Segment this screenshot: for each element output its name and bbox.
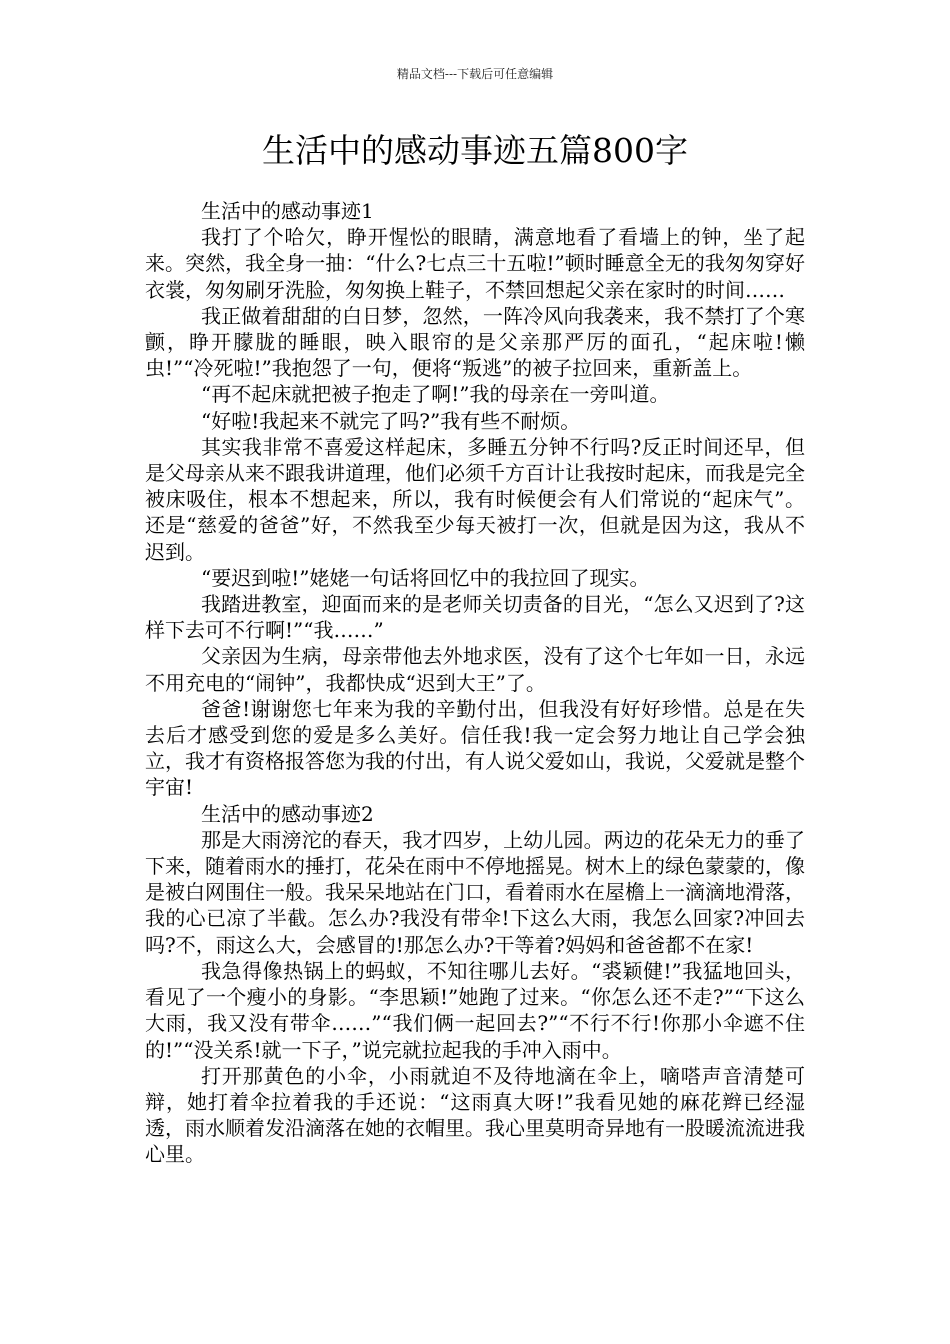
paragraph: “再不起床就把被子抱走了啊!”我的母亲在一旁叫道。 [201, 382, 670, 407]
paragraph: 我踏进教室，迎面而来的是老师关切责备的目光，“怎么又迟到了?这样下去可不行啊!”“我……” [145, 592, 805, 643]
section-heading-1: 生活中的感动事迹1 [201, 199, 374, 223]
document-body [145, 198, 805, 1168]
document-title: 生活中的感动事迹五篇800字 [262, 131, 688, 170]
page-header: 精品文档---下载后可任意编辑 [396, 67, 554, 81]
paragraph: 我正做着甜甜的白日梦，忽然，一阵冷风向我袭来，我不禁打了个寒颤，睁开朦胧的睡眼，映入眼帘的是父亲那严厉的面孔，“起床啦!懒虫!”“冷死啦!”我抱怨了一句，便将“叛逃”的被子拉回来，重新盖上。 [145, 303, 805, 381]
paragraph: “好啦!我起来不就完了吗?”我有些不耐烦。 [201, 408, 581, 433]
paragraph: 那是大雨滂沱的春天，我才四岁，上幼儿园。两边的花朵无力的垂了下来，随着雨水的捶打，花朵在雨中不停地摇晃。树木上的绿色蒙蒙的，像是被白网围住一般。我呆呆地站在门口，看着雨水在屋檐上一滴滴地滑落，我的心已凉了半截。怎么办?我没有带伞!下这么大雨，我怎么回家?冲回去吗?不，雨这么大，会感冒的!那怎么办?干等着?妈妈和爸爸都不在家! [145, 827, 805, 957]
paragraph: 其实我非常不喜爱这样起床，多睡五分钟不行吗?反正时间还早，但是父母亲从来不跟我讲道理，他们必须千方百计让我按时起床，而我是完全被床吸住，根本不想起来，所以，我有时候便会有人们常说的“起床气”。还是“慈爱的爸爸”好，不然我至少每天被打一次，但就是因为这，我从不迟到。 [145, 434, 805, 564]
paragraph: 父亲因为生病，母亲带他去外地求医，没有了这个七年如一日，永远不用充电的“闹钟”，我都快成“迟到大王”了。 [145, 644, 805, 695]
paragraph: 我打了个哈欠，睁开惺忪的眼睛，满意地看了看墙上的钟，坐了起来。突然，我全身一抽：“什么?七点三十五啦!”顿时睡意全无的我匆匆穿好衣裳，匆匆刷牙洗脸，匆匆换上鞋子，不禁回想起父亲在家时的时间…… [145, 225, 805, 302]
section-heading-2: 生活中的感动事迹2 [201, 801, 374, 826]
paragraph: 打开那黄色的小伞，小雨就迫不及待地滴在伞上，嘀嗒声音清楚可辩，她打着伞拉着我的手还说：“这雨真大呀!”我看见她的麻花辫已经湿透，雨水顺着发沿滴落在她的衣帽里。我心里莫明奇异地有一股暖流流进我心里。 [145, 1063, 805, 1167]
paragraph: 我急得像热锅上的蚂蚁，不知往哪儿去好。“裘颖健!”我猛地回头，看见了一个瘦小的身影。“李思颖!”她跑了过来。“你怎么还不走?”“下这么大雨，我又没有带伞……”“我们俩一起回去?”“不行不行!你那小伞遮不住的!”“没关系!就一下子，”说完就拉起我的手冲入雨中。 [145, 958, 805, 1062]
paragraph: 爸爸!谢谢您七年来为我的辛勤付出，但我没有好好珍惜。总是在失去后才感受到您的爱是多么美好。信任我!我一定会努力地让自己学会独立，我才有资格报答您为我的付出，有人说父爱如山，我说，父爱就是整个宇宙! [145, 696, 805, 800]
paragraph: “要迟到啦!”姥姥一句话将回忆中的我拉回了现实。 [201, 565, 650, 590]
